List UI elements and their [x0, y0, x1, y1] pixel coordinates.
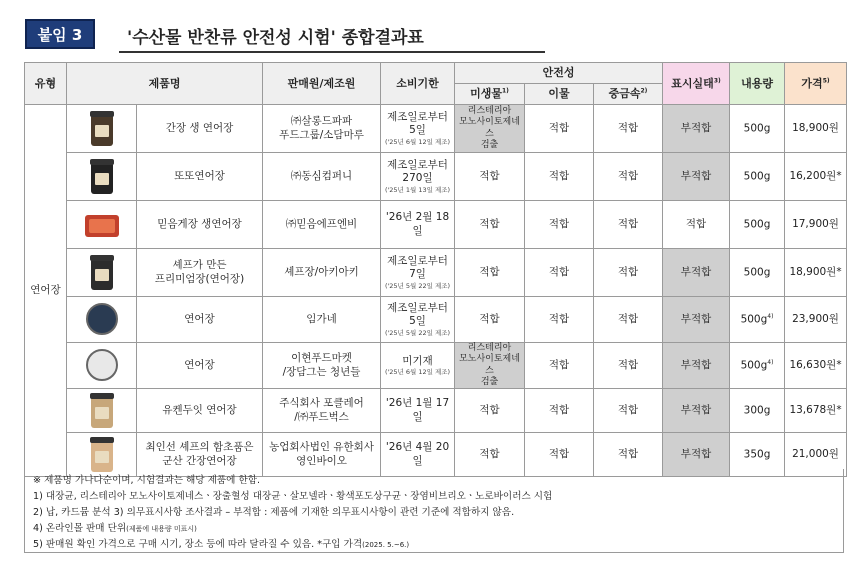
seller-name: 임가네 — [263, 297, 381, 343]
metal-result: 적합 — [594, 201, 663, 249]
content-cell: $500g^{4)}$ — [730, 343, 785, 389]
col-price: 가격$^{5)}$ — [785, 63, 847, 105]
metal-result: 적합 — [594, 389, 663, 433]
col-metal: 중금속$^{2)}$ — [594, 84, 663, 105]
price-cell: 18,900원* — [785, 249, 847, 297]
content-cell: 350g — [730, 433, 785, 477]
labeling-result: 부적합 — [663, 433, 730, 477]
foreign-result: 적합 — [525, 105, 594, 153]
col-safety: 안전성 — [455, 63, 663, 84]
col-labeling: 표시실태$^{3)}$ — [663, 63, 730, 105]
seller-name: ㈜동심컴퍼니 — [263, 153, 381, 201]
foreign-result: 적합 — [525, 433, 594, 477]
product-photo — [67, 105, 137, 153]
page-title: '수산물 반찬류 안전성 시험' 종합결과표 — [127, 28, 424, 48]
col-type: 유형 — [25, 63, 67, 105]
micro-result: 적합 — [455, 249, 525, 297]
table-row — [25, 153, 847, 201]
product-photo — [67, 343, 137, 389]
labeling-result: 적합 — [663, 201, 730, 249]
results-table — [24, 62, 847, 477]
seller-name: ㈜살롱드파파 푸드그룹/소담마루 — [263, 105, 381, 153]
labeling-result: 부적합 — [663, 389, 730, 433]
foreign-result: 적합 — [525, 297, 594, 343]
metal-result: 적합 — [594, 433, 663, 477]
metal-result: 적합 — [594, 297, 663, 343]
content-cell: 500g — [730, 249, 785, 297]
product-name: 간장 생 연어장 — [137, 105, 263, 153]
price-cell: 13,678원* — [785, 389, 847, 433]
table-row — [25, 201, 847, 249]
foreign-result: 적합 — [525, 343, 594, 389]
product-name: 연어장 — [137, 297, 263, 343]
note-5: 5) 판매원 확인 가격으로 구매 시기, 장소 등에 따라 달라질 수 있음. *구입 가격(2025. 5.~6.) — [33, 539, 410, 550]
content-cell: 500g — [730, 153, 785, 201]
foreign-result: 적합 — [525, 389, 594, 433]
expiry-cell: 제조일로부터 5일 ('25년 6월 12일 제조) — [381, 105, 455, 153]
product-name: 연어장 — [137, 343, 263, 389]
col-content: 내용량 — [730, 63, 785, 105]
expiry-cell: 제조일로부터 5일 ('25년 5월 22일 제조) — [381, 297, 455, 343]
micro-result: 적합 — [455, 433, 525, 477]
labeling-result: 부적합 — [663, 297, 730, 343]
product-name: 셰프가 만든 프리미엄장(연어장) — [137, 249, 263, 297]
expiry-cell: '26년 2월 18일 — [381, 201, 455, 249]
foreign-result: 적합 — [525, 201, 594, 249]
title-underline — [119, 21, 545, 53]
seller-name: 주식회사 포클레어 /㈜푸드벅스 — [263, 389, 381, 433]
table-row — [25, 105, 847, 153]
product-photo — [67, 389, 137, 433]
product-photo — [67, 297, 137, 343]
labeling-result: 부적합 — [663, 153, 730, 201]
product-photo — [67, 249, 137, 297]
price-cell: 21,000원 — [785, 433, 847, 477]
metal-result: 적합 — [594, 249, 663, 297]
product-photo — [67, 201, 137, 249]
col-seller: 판매원/제조원 — [263, 63, 381, 105]
seller-name: ㈜믿음에프엔비 — [263, 201, 381, 249]
product-name: 최인선 셰프의 함초품은 군산 간장연어장 — [137, 433, 263, 477]
expiry-cell: '26년 1월 17일 — [381, 389, 455, 433]
foreign-result: 적합 — [525, 249, 594, 297]
labeling-result: 부적합 — [663, 249, 730, 297]
content-cell: 300g — [730, 389, 785, 433]
product-name: 믿음게장 생연어장 — [137, 201, 263, 249]
expiry-cell: '26년 4월 20일 — [381, 433, 455, 477]
price-cell: 18,900원 — [785, 105, 847, 153]
note-2: 2) 납, 카드뮴 분석 3) 의무표시사항 조사결과 – 부적합 : 제품에 기재한 의무표시사항이 관련 기준에 적합하지 않음. — [33, 507, 515, 518]
micro-result: 적합 — [455, 389, 525, 433]
table-row — [25, 389, 847, 433]
foreign-result: 적합 — [525, 153, 594, 201]
micro-result: 리스테리아 모노사이토제네스 검출 — [455, 105, 525, 153]
micro-result: 적합 — [455, 297, 525, 343]
price-cell: 23,900원 — [785, 297, 847, 343]
metal-result: 적합 — [594, 343, 663, 389]
table-row — [25, 343, 847, 389]
metal-result: 적합 — [594, 153, 663, 201]
metal-result: 적합 — [594, 105, 663, 153]
col-foreign: 이물 — [525, 84, 594, 105]
table-row — [25, 297, 847, 343]
col-micro: 미생물$^{1)}$ — [455, 84, 525, 105]
price-cell: 16,630원* — [785, 343, 847, 389]
note-4: 4) 온라인몰 판매 단위(제품에 내용량 미표시) — [33, 523, 197, 534]
category-cell: 연어장 — [25, 105, 67, 477]
price-cell: 16,200원* — [785, 153, 847, 201]
expiry-cell: 제조일로부터 270일 ('25년 1월 13일 제조) — [381, 153, 455, 201]
table-row — [25, 249, 847, 297]
product-name: 유켄두잇 연어장 — [137, 389, 263, 433]
micro-result: 리스테리아 모노사이토제네스 검출 — [455, 343, 525, 389]
micro-result: 적합 — [455, 201, 525, 249]
col-expiry: 소비기한 — [381, 63, 455, 105]
product-name: 또또연어장 — [137, 153, 263, 201]
attachment-badge: 붙임 3 — [25, 19, 95, 49]
content-cell: 500g — [730, 105, 785, 153]
note-0: ※ 제품명 가나다순이며, 시험결과는 해당 제품에 한함. — [33, 475, 261, 486]
labeling-result: 부적합 — [663, 105, 730, 153]
seller-name: 셰프장/아키아키 — [263, 249, 381, 297]
content-cell: 500g — [730, 201, 785, 249]
page-header — [25, 19, 545, 53]
expiry-cell: 미기재 ('25년 6월 12일 제조) — [381, 343, 455, 389]
expiry-cell: 제조일로부터 7일 ('25년 5월 22일 제조) — [381, 249, 455, 297]
seller-name: 이현푸드마켓 /장담그는 청년들 — [263, 343, 381, 389]
footnotes — [24, 469, 844, 553]
micro-result: 적합 — [455, 153, 525, 201]
labeling-result: 부적합 — [663, 343, 730, 389]
price-cell: 17,900원 — [785, 201, 847, 249]
content-cell: $500g^{4)}$ — [730, 297, 785, 343]
note-1: 1) 대장균, 리스테리아 모노사이토제네스ㆍ장출혈성 대장균ㆍ살모넬라ㆍ황색포도상구균ㆍ장염비브리오ㆍ노로바이러스 시험 — [33, 491, 553, 502]
product-photo — [67, 153, 137, 201]
seller-name: 농업회사법인 유한회사 영인바이오 — [263, 433, 381, 477]
col-product: 제품명 — [67, 63, 263, 105]
